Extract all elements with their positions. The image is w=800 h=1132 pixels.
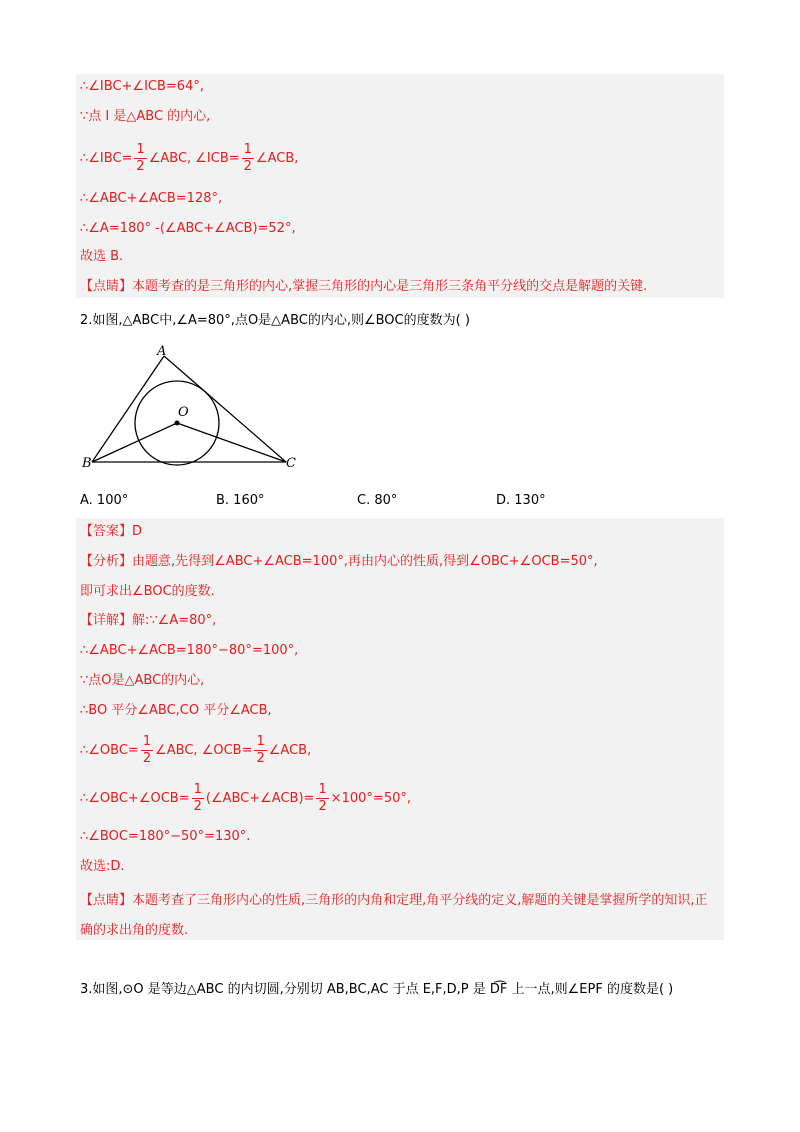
point-o <box>175 421 180 426</box>
option-c: C. 80° <box>357 493 398 508</box>
label-a: A <box>157 344 167 359</box>
option-d: D. 130° <box>496 493 546 508</box>
comment-line: 【点睛】本题考查的是三角形的内心,掌握三角形的内心是三角形三条角平分线的交点是解题的关键. <box>80 279 648 294</box>
fraction: $\frac{1}{2}$ <box>142 734 152 766</box>
choice-line: 故选:D. <box>80 859 125 874</box>
detail-line: ∴∠BOC=180°−50°=130°. <box>80 829 251 844</box>
segment-co <box>177 423 286 462</box>
detail-line: 【详解】解:∵∠A=80°, <box>80 613 217 628</box>
detail-line: ∴∠ABC+∠ACB=180°−80°=100°, <box>80 643 299 658</box>
analysis-line: 【分析】由题意,先得到∠ABC+∠ACB=100°,再由内心的性质,得到∠OBC+∠OCB=50°, <box>80 554 598 569</box>
detail-line: ∴BO 平分∠ABC,CO 平分∠ACB, <box>80 703 272 718</box>
label-c: C <box>286 456 296 471</box>
label-b: B <box>82 456 92 471</box>
fraction: $\frac{1}{2}$ <box>193 782 202 814</box>
label-o: O <box>178 405 189 420</box>
question-2-stem: 2.如图,△ABC中,∠A=80°,点O是△ABC的内心,则∠BOC的度数为( ) <box>80 313 470 328</box>
detail-line: ∵点O是△ABC的内心, <box>80 673 205 688</box>
comment-paragraph: 【点睛】本题考查了三角形内心的性质,三角形的内角和定理,角平分线的定义,解题的关键是掌握所学的知识,正确的求出角的度数. <box>80 893 708 938</box>
triangle-incircle-figure <box>80 343 310 473</box>
question-3-stem: 3.如图,⊙O 是等边△ABC 的内切圆,分别切 AB,BC,AC 于点 E,F,D,P 是 D͡F 上一点,则∠EPF 的度数是( ) <box>80 982 674 997</box>
analysis-line-2: 即可求出∠BOC的度数. <box>80 584 215 599</box>
solution-box-q2 <box>76 518 724 940</box>
detail-line-fraction: ∴∠OBC+∠OCB= $\frac{1}{2}$ (∠ABC+∠ACB)= $\frac{1}{2}$ ×100°=50°, <box>80 782 411 814</box>
fraction: $\frac{1}{2}$ <box>243 142 252 174</box>
solution-line-fraction: ∴∠IBC= $\frac{1}{2}$ ∠ABC, ∠ICB= $\frac{1}{2}$ ∠ACB, <box>80 142 299 174</box>
option-a: A. 100° <box>80 493 129 508</box>
solution-line: ∴∠A=180° -(∠ABC+∠ACB)=52°, <box>80 221 296 236</box>
fraction: $\frac{1}{2}$ <box>318 782 327 814</box>
answer-line: 【答案】D <box>80 524 143 539</box>
fraction: $\frac{1}{2}$ <box>136 142 145 174</box>
detail-line-fraction: ∴∠OBC= $\frac{1}{2}$ ∠ABC, ∠OCB= $\frac{1}{2}$ ∠ACB, <box>80 734 312 766</box>
option-b: B. 160° <box>216 493 265 508</box>
solution-line: ∴∠ABC+∠ACB=128°, <box>80 191 223 206</box>
solution-line: ∴∠IBC+∠ICB=64°, <box>80 79 204 94</box>
solution-line: ∵点 I 是△ABC 的内心, <box>80 109 211 124</box>
solution-line: 故选 B. <box>80 249 124 264</box>
fraction: $\frac{1}{2}$ <box>256 734 265 766</box>
